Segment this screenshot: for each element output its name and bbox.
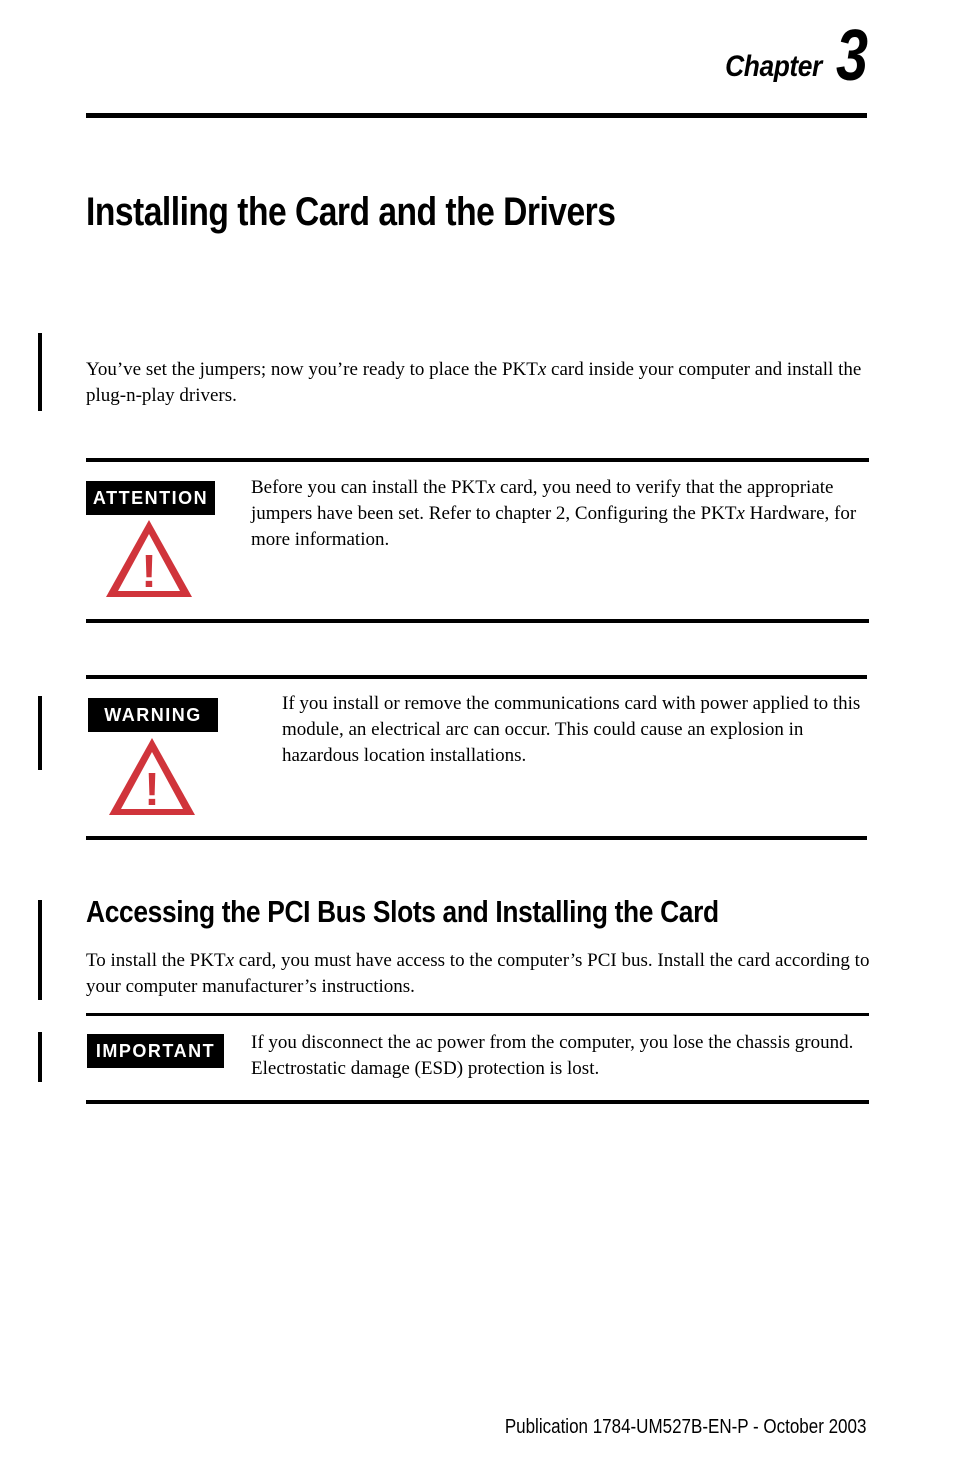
- important-top-rule: [86, 1013, 869, 1016]
- attention-text-2: card, you need to verify that the appropriate jumpers have been set. Refer to chapter 2, Configuring the PKT: [251, 477, 834, 524]
- important-bottom-rule: [86, 1100, 869, 1104]
- attention-text-3: Hardware, for more information.: [251, 503, 857, 550]
- section-paragraph: [86, 948, 871, 1000]
- header-rule: [86, 113, 867, 118]
- important-text: If you disconnect the ac power from the computer, you lose the chassis ground. Electrostatic damage (ESD) protection is lost.: [251, 1032, 854, 1079]
- section-text-2: card, you must have access to the computer’s PCI bus. Install the card according to your computer manufacturer’s instructions.: [86, 950, 870, 997]
- warning-top-rule: [86, 675, 867, 679]
- warning-text: If you install or remove the communications card with power applied to this module, an electrical arc can occur. This could cause an explosion in hazardous location installations.: [282, 693, 861, 766]
- attention-badge: ATTENTION: [86, 481, 215, 515]
- product-variant: x: [486, 477, 496, 498]
- warning-triangle-icon: [107, 736, 197, 818]
- intro-text-1: You’ve set the jumpers; now you’re ready to place the PKT: [86, 359, 538, 380]
- section-text-1: To install the PKT: [86, 950, 226, 971]
- publication-footer: Publication 1784-UM527B-EN-P - October 2003: [504, 1416, 866, 1438]
- warning-bottom-rule: [86, 836, 867, 840]
- warning-badge: WARNING: [88, 698, 218, 732]
- change-bar: [38, 333, 42, 411]
- change-bar: [38, 696, 42, 770]
- change-bar: [38, 1032, 42, 1082]
- product-variant: x: [537, 359, 547, 380]
- intro-text-2: card inside your computer and install the plug-n-play drivers.: [86, 359, 862, 406]
- intro-paragraph: [86, 357, 866, 409]
- attention-top-rule: [86, 458, 869, 462]
- section-title: Accessing the PCI Bus Slots and Installing the Card: [86, 894, 719, 929]
- warning-triangle-icon: [104, 518, 194, 600]
- important-badge: IMPORTANT: [87, 1034, 224, 1068]
- page-title: Installing the Card and the Drivers: [86, 190, 616, 234]
- attention-text-1: Before you can install the PKT: [251, 477, 487, 498]
- product-variant: x: [225, 950, 235, 971]
- chapter-number: 3: [835, 16, 868, 96]
- attention-bottom-rule: [86, 619, 869, 623]
- exclamation-mark: !: [144, 763, 160, 815]
- change-bar: [38, 900, 42, 1000]
- exclamation-mark: !: [141, 545, 157, 597]
- chapter-label: Chapter: [725, 50, 822, 83]
- product-variant: x: [736, 503, 745, 524]
- attention-text: [251, 475, 866, 553]
